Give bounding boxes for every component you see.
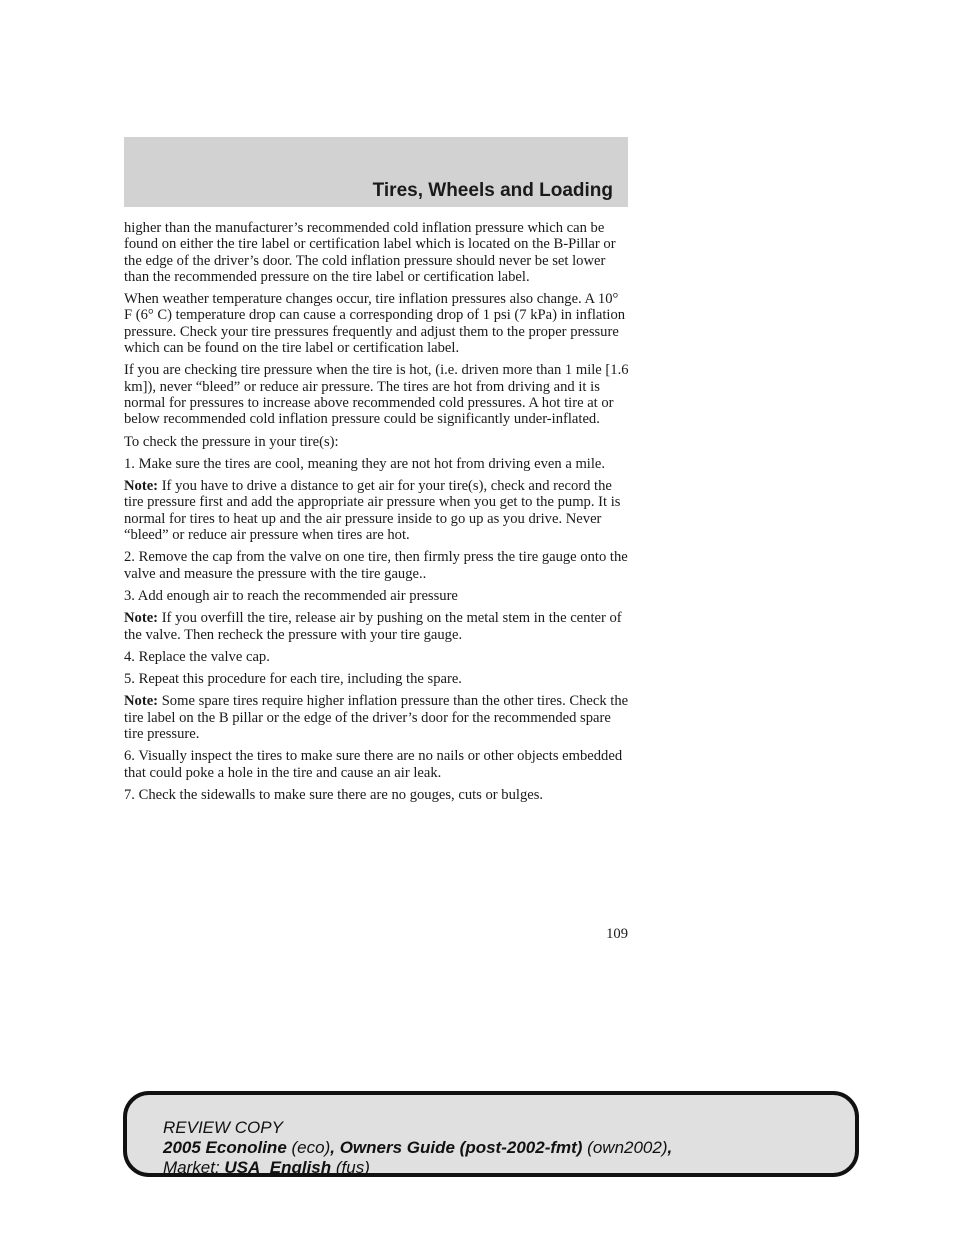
footer-market-code: (fus) <box>331 1158 370 1177</box>
footer-market: USA_English <box>224 1158 332 1177</box>
note-label: Note: <box>124 478 159 495</box>
note-paragraph <box>124 610 629 643</box>
note-text: If you have to drive a distance to get air for your tire(s), check and record the tire pressure first and add the appropriate air pressure when you get to the pump. It is normal for tires to heat up and the air pressure inside to go up as you drive. Never “bleed” or reduce air pressure when tires are hot. <box>124 478 621 544</box>
footer-guide-code: (own2002) <box>582 1138 668 1157</box>
footer-document-line <box>163 1138 672 1158</box>
step-1: 1. Make sure the tires are cool, meaning they are not hot from driving even a mile. <box>124 455 606 472</box>
step-5: 5. Repeat this procedure for each tire, including the spare. <box>124 671 462 688</box>
section-title: Tires, Wheels and Loading <box>372 180 613 201</box>
note-label: Note: <box>124 693 159 710</box>
footer-model-code: (eco) <box>286 1138 331 1157</box>
step-7: 7. Check the sidewalls to make sure there are no gouges, cuts or bulges. <box>124 786 544 803</box>
paragraph: If you are checking tire pressure when the tire is hot, (i.e. driven more than 1 mile [1.6 km]), never “bleed” or reduce air pressure. The tires are hot from driving and it is normal for pressures to increase above recommended cold pressures. A hot tire at or below recommended cold inflation pressure could be significantly under-inflated. <box>124 362 629 428</box>
note-text: Some spare tires require higher inflation pressure than the other tires. Check the tire label on the B pillar or the edge of the driver’s door for the recommended spare tire pressure. <box>124 693 629 743</box>
footer-text <box>163 1118 672 1178</box>
review-copy-label: REVIEW COPY <box>163 1118 283 1137</box>
note-text: If you overfill the tire, release air by pushing on the metal stem in the center of the valve. Then recheck the pressure with your tire gauge. <box>124 610 622 643</box>
step-2: 2. Remove the cap from the valve on one tire, then firmly press the tire gauge onto the valve and measure the pressure with the tire gauge.. <box>124 549 628 582</box>
footer-market-label: Market: <box>163 1158 225 1177</box>
review-copy-footer <box>123 1091 859 1177</box>
note-paragraph <box>124 478 629 543</box>
paragraph: When weather temperature changes occur, tire inflation pressures also change. A 10° F (6° C) temperature drop can cause a corresponding drop of 1 psi (7 kPa) in inflation pressure. Check your tire pressures frequently and adjust them to the proper pressure which can be found on the tire label or certification label. <box>124 291 626 357</box>
section-header-band <box>124 137 628 207</box>
step-4: 4. Replace the valve cap. <box>124 648 270 665</box>
page-number: 109 <box>606 926 628 942</box>
paragraph: To check the pressure in your tire(s): <box>124 433 339 450</box>
step-3: 3. Add enough air to reach the recommended air pressure <box>124 587 458 604</box>
footer-guide: , Owners Guide (post-2002-fmt) <box>330 1138 583 1157</box>
note-paragraph <box>124 693 629 742</box>
paragraph: higher than the manufacturer’s recommended cold inflation pressure which can be found on either the tire label or certification label which is located on the B-Pillar or the edge of the driver’s door. The cold inflation pressure should never be set lower than the recommended pressure on the tire label or certification label. <box>124 220 616 285</box>
step-6: 6. Visually inspect the tires to make sure there are no nails or other objects embedded that could poke a hole in the tire and cause an air leak. <box>124 748 623 781</box>
note-label: Note: <box>124 610 159 627</box>
footer-market-line <box>163 1158 672 1178</box>
footer-model: 2005 Econoline <box>163 1138 287 1157</box>
footer-comma: , <box>667 1138 673 1157</box>
body-text <box>124 220 629 809</box>
